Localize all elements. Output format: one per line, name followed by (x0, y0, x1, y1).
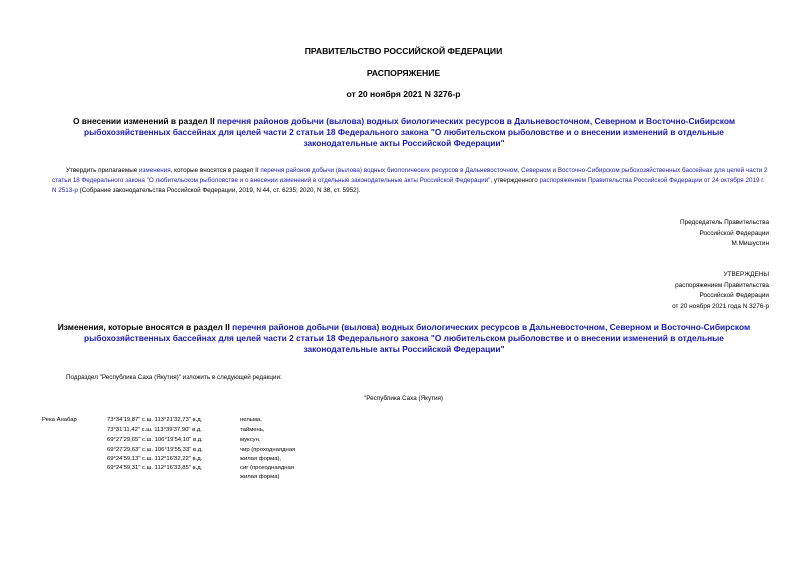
coord-row: 69°24'59,31" с.ш. 112°16'33,85" в.д. (107, 465, 203, 471)
signature-line-3: М.Мишустин (731, 240, 769, 247)
species-item: таймень, (240, 427, 265, 433)
government-heading: ПРАВИТЕЛЬСТВО РОССИЙСКОЙ ФЕДЕРАЦИИ (304, 46, 503, 56)
body-paragraph (52, 166, 770, 196)
signature-line-1: Председатель Правительства (680, 219, 769, 226)
changes-link[interactable]: изменения (139, 167, 171, 174)
body-text-2: , которые вносятся в раздел II (170, 167, 261, 174)
signature-line-2: Российской Федерации (699, 229, 769, 237)
subsection-instruction: Подраздел "Республика Саха (Якутия)" изложить в следующей редакции: (66, 374, 282, 381)
coord-row: 69°24'59,13" с.ш. 112°16'32,22" в.д. (107, 456, 203, 462)
body-text-4: (Собрание законодательства Российской Федерации, 2019, N 44, ст. 6235; 2020, N 38, ст. 5952). (77, 187, 361, 194)
species-item: чир (проходнаядная (240, 447, 296, 453)
changes-title (52, 322, 756, 355)
species-item: жилая форма) (240, 474, 280, 480)
quoted-heading: "Республика Саха (Якутия) (363, 395, 444, 402)
decree-link[interactable]: распоряжением Правительства Российской Федерации от 24 октября 2019 г. N 2513-р (52, 177, 765, 194)
species-item: нельма, (240, 417, 262, 423)
signature-block (680, 218, 769, 250)
list-link[interactable]: перечня районов добычи (вылова) водных биологических ресурсов в Дальневосточном, Северном и Восточно-Сибирском рыбохозяйственных бассейнах для целей части 2 статьи 18 Федерального закона "О любительском рыболовстве и о внесении изменений в отдельные законодательные акты Российской Федерации" (52, 167, 768, 184)
approval-line-1: УТВЕРЖДЕНЫ (723, 271, 769, 278)
approval-line-2: распоряжением Правительства (675, 281, 769, 289)
species-item: жилая форма), (240, 456, 282, 462)
species-item: сиг (проходнаядная (240, 465, 294, 471)
document-type: РАСПОРЯЖЕНИЕ (366, 68, 441, 78)
coord-row: 73°31'11,42" с.ш. 113°39'37,90" в.д. (107, 427, 202, 433)
approval-line-3: Российской Федерации (699, 292, 769, 299)
body-text-1: Утвердить прилагаемые (66, 167, 139, 174)
river-name: Река Анабар (42, 417, 77, 423)
title-text: О внесении изменений в раздел II (72, 116, 218, 126)
document-title (52, 116, 756, 149)
approval-block (672, 270, 769, 312)
title-link[interactable]: перечня районов добычи (вылова) водных биологических ресурсов в Дальневосточном, Северном и Восточно-Сибирском рыбохозяйственных бассейнах для целей части 2 статьи 18 Федерального закона "О любительском рыболовстве и о внесении изменений в отдельные законодательные акты Российской Федерации" (84, 116, 736, 148)
coord-row: 69°27'29,63" с.ш. 106°19'55,33" в.д. (107, 447, 203, 453)
approval-line-4: от 20 ноября 2021 года N 3276-р (672, 302, 769, 310)
changes-title-text: Изменения, которые вносятся в раздел II (57, 322, 233, 332)
body-text-3: , утвержденного (490, 177, 540, 184)
species-item: муксун, (240, 437, 261, 443)
coord-row: 73°34'19,87" с.ш. 113°21'32,73" в.д. (107, 417, 203, 423)
changes-title-link[interactable]: перечня районов добычи (вылова) водных биологических ресурсов в Дальневосточном, Северном и Восточно-Сибирском рыбохозяйственных бассейнах для целей части 2 статьи 18 Федерального закона "О любительском рыболовстве и о внесении изменений в отдельные законодательные акты Российской Федерации" (84, 322, 751, 354)
document-date-number: от 20 ноября 2021 N 3276-р (346, 89, 461, 99)
coord-row: 69°27'29,65" с.ш. 106°19'54,10" в.д. (107, 437, 203, 443)
